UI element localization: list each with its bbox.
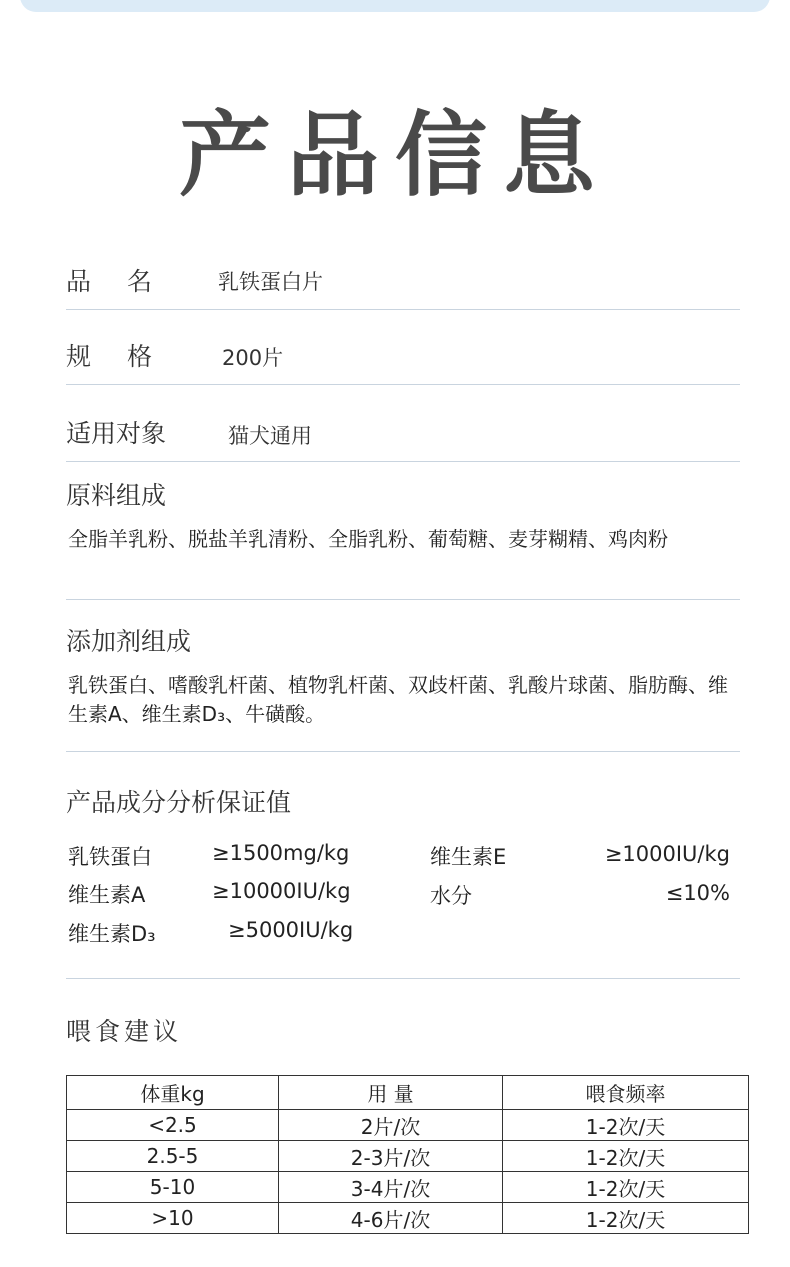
- divider: [66, 751, 740, 752]
- frequency-cell: 1-2次/天: [503, 1172, 749, 1203]
- weight-cell: 2.5-5: [67, 1141, 279, 1172]
- top-banner: [20, 0, 770, 12]
- ingredients-text: 全脂羊乳粉、脱盐羊乳清粉、全脂乳粉、葡萄糖、麦芽糊精、鸡肉粉: [68, 527, 668, 551]
- header-frequency: 喂食频率: [503, 1076, 749, 1110]
- weight-cell: <2.5: [67, 1110, 279, 1141]
- header-dosage: 用 量: [279, 1076, 503, 1110]
- analysis-item-name: 维生素E: [430, 845, 507, 869]
- divider: [66, 384, 740, 385]
- frequency-cell: 1-2次/天: [503, 1110, 749, 1141]
- table-header-row: [67, 1076, 749, 1110]
- feeding-table: [66, 1075, 749, 1234]
- weight-cell: >10: [67, 1203, 279, 1234]
- ingredients-title: 原料组成: [66, 481, 167, 510]
- analysis-item-name: 水分: [430, 884, 472, 908]
- analysis-item-value: ≥1500mg/kg: [212, 841, 350, 865]
- dosage-cell: 2-3片/次: [279, 1141, 503, 1172]
- product-name-label: 品 名: [66, 267, 166, 296]
- frequency-cell: 1-2次/天: [503, 1141, 749, 1172]
- analysis-item-value: ≥5000IU/kg: [228, 918, 354, 942]
- analysis-item-name: 乳铁蛋白: [68, 845, 152, 869]
- weight-cell: 5-10: [67, 1172, 279, 1203]
- analysis-item-name: 维生素A: [68, 883, 146, 907]
- additives-title: 添加剂组成: [66, 627, 192, 656]
- table-row: [67, 1110, 749, 1141]
- analysis-item-value: ≤10%: [665, 881, 730, 905]
- divider: [66, 978, 740, 979]
- header-weight: 体重kg: [67, 1076, 279, 1110]
- table-row: [67, 1141, 749, 1172]
- table-row: [67, 1203, 749, 1234]
- target-label: 适用对象: [66, 419, 167, 448]
- dosage-cell: 3-4片/次: [279, 1172, 503, 1203]
- product-name-value: 乳铁蛋白片: [218, 270, 323, 294]
- feeding-title: 喂食建议: [66, 1017, 183, 1046]
- table-row: [67, 1172, 749, 1203]
- analysis-item-name: 维生素D₃: [68, 922, 156, 946]
- dosage-cell: 4-6片/次: [279, 1203, 503, 1234]
- analysis-item-value: ≥10000IU/kg: [212, 879, 351, 903]
- spec-value: 200片: [222, 346, 284, 370]
- spec-label: 规 格: [66, 342, 166, 371]
- page-title: 产品信息: [178, 102, 611, 209]
- divider: [66, 461, 740, 462]
- frequency-cell: 1-2次/天: [503, 1203, 749, 1234]
- divider: [66, 599, 740, 600]
- target-value: 猫犬通用: [228, 424, 312, 448]
- analysis-item-value: ≥1000IU/kg: [604, 842, 730, 866]
- divider: [66, 309, 740, 310]
- dosage-cell: 2片/次: [279, 1110, 503, 1141]
- additives-text: 乳铁蛋白、嗜酸乳杆菌、植物乳杆菌、双歧杆菌、乳酸片球菌、脂肪酶、维生素A、维生素D₃、牛磺酸。: [68, 673, 728, 726]
- analysis-title: 产品成分分析保证值: [66, 788, 292, 817]
